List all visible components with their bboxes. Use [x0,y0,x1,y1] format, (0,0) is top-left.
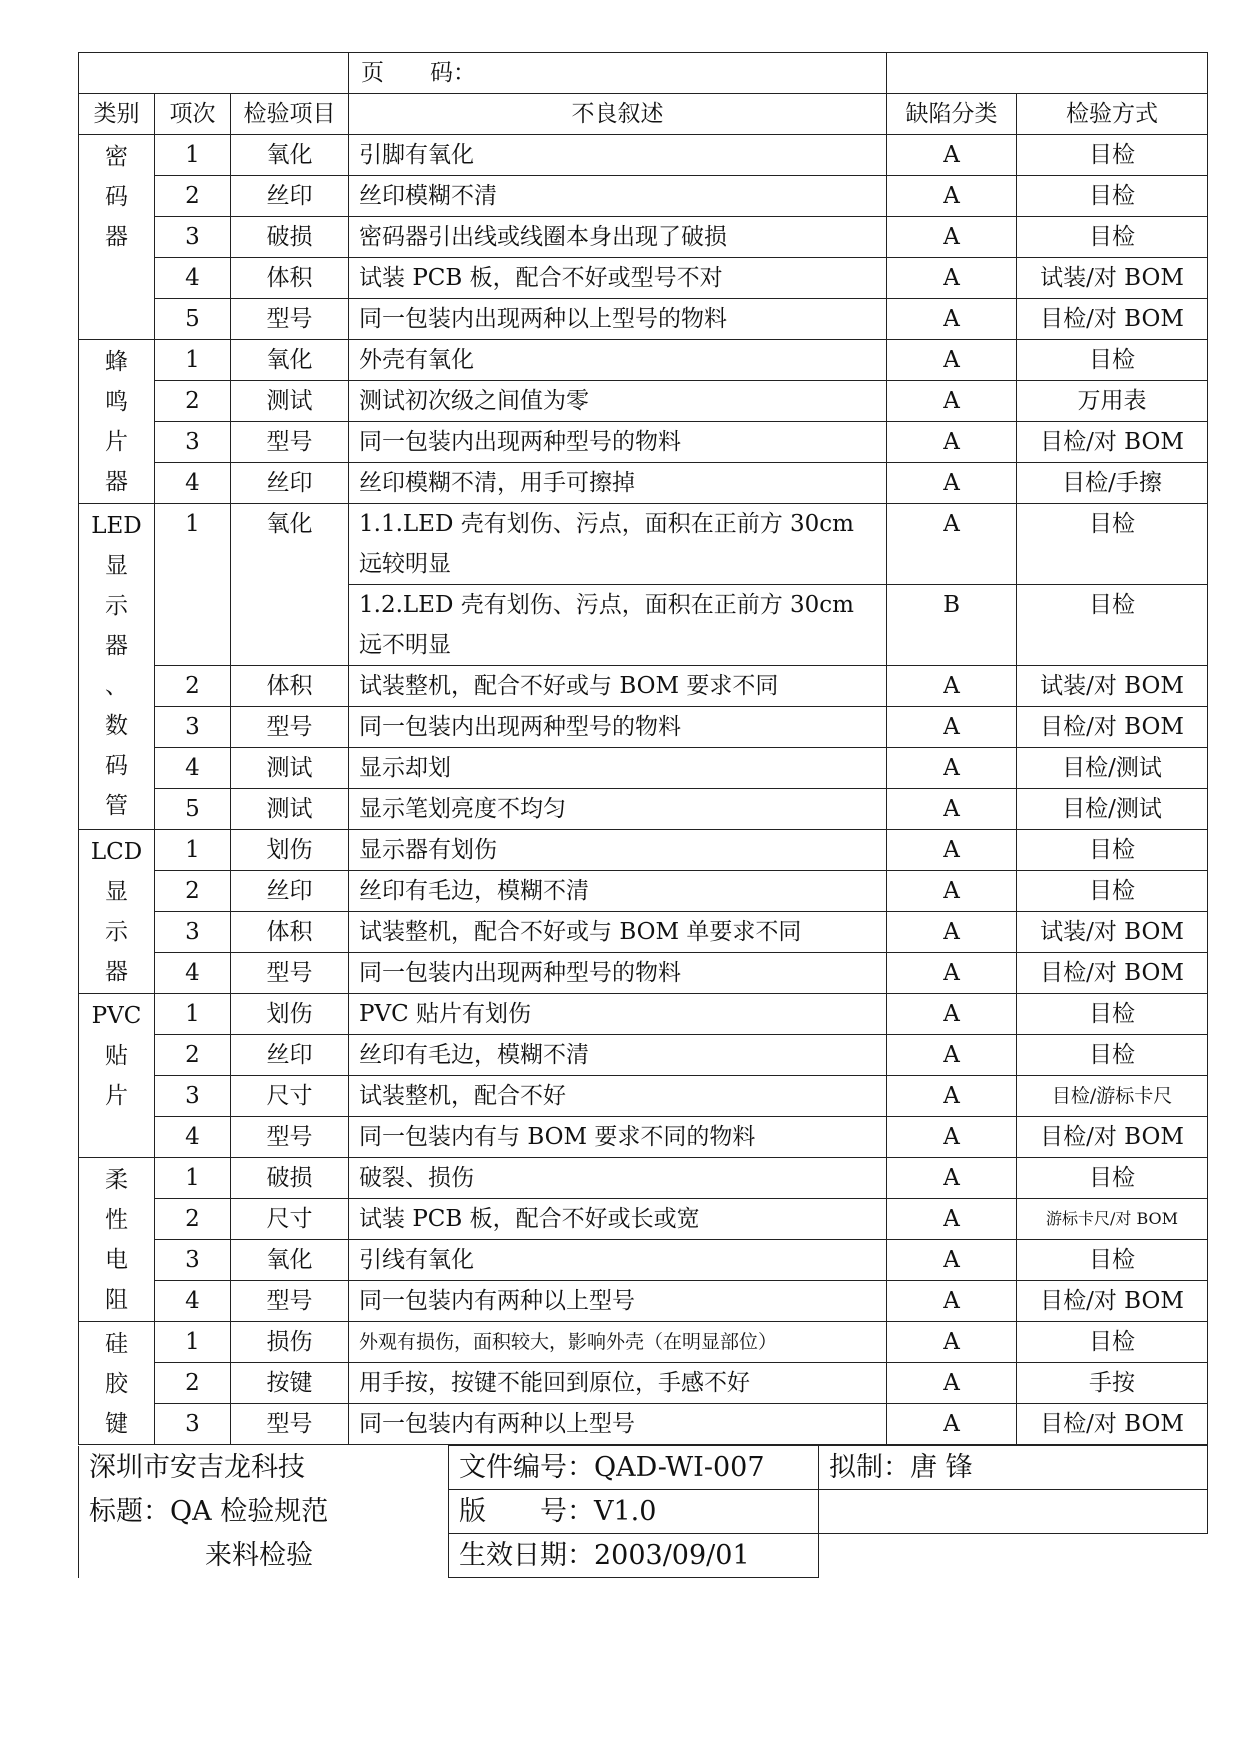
category-char: 胶 [105,1371,128,1397]
defect-description: 用手按，按键不能回到原位，手感不好 [349,1363,887,1404]
table-row [79,1404,1208,1445]
table-row [79,422,1208,463]
item-number: 2 [155,1199,231,1240]
defect-class: A [887,994,1017,1035]
category-char: 器 [105,959,128,985]
blank-header-cell [79,53,349,94]
table-row [79,912,1208,953]
defect-class: A [887,1158,1017,1199]
category-cell [79,135,155,340]
item-number: 3 [155,1076,231,1117]
category-char: 显 [105,879,128,905]
category-char: 阻 [105,1287,128,1313]
subtitle-text: 来料检验 [205,1540,313,1571]
inspection-item: 丝印 [231,871,349,912]
item-number: 2 [155,666,231,707]
inspection-item: 体积 [231,258,349,299]
inspection-table [78,52,1208,1445]
col-header-item: 检验项目 [231,94,349,135]
inspection-item: 氧化 [231,135,349,176]
defect-class: A [887,340,1017,381]
inspection-item: 破损 [231,217,349,258]
inspection-item: 丝印 [231,1035,349,1076]
inspection-item: 划伤 [231,830,349,871]
inspection-method: 目检 [1017,176,1208,217]
inspection-method: 试装/对 BOM [1017,258,1208,299]
table-row [79,463,1208,504]
defect-class: A [887,830,1017,871]
version-number: 版 号：V1.0 [449,1490,819,1534]
inspection-item: 丝印 [231,463,349,504]
category-char: 示 [105,919,128,945]
defect-class: A [887,504,1017,585]
item-number: 3 [155,912,231,953]
inspection-item: 氧化 [231,340,349,381]
document-title: 标题：QA 检验规范 [79,1490,449,1534]
category-cell [79,340,155,504]
item-number: 1 [155,830,231,871]
category-char: 贴 [105,1043,128,1069]
table-row [79,299,1208,340]
inspection-method: 目检/对 BOM [1017,953,1208,994]
defect-class: A [887,176,1017,217]
table-row [79,871,1208,912]
table-row [79,666,1208,707]
inspection-item: 损伤 [231,1322,349,1363]
category-char: 键 [105,1411,128,1437]
defect-class: A [887,1117,1017,1158]
defect-class: A [887,217,1017,258]
item-number: 4 [155,463,231,504]
defect-description: 1.2.LED 壳有划伤、污点，面积在正前方 30cm 远不明显 [349,585,887,666]
inspection-method: 万用表 [1017,381,1208,422]
table-row [79,748,1208,789]
inspection-method: 目检/对 BOM [1017,1404,1208,1445]
defect-description: 同一包装内出现两种型号的物料 [349,422,887,463]
inspection-item: 型号 [231,422,349,463]
inspection-method: 目检 [1017,340,1208,381]
inspection-item: 丝印 [231,176,349,217]
category-char: 码 [105,184,128,210]
document-number: 文件编号：QAD-WI-007 [449,1446,819,1490]
table-row [79,1363,1208,1404]
defect-description: 试装 PCB 板，配合不好或型号不对 [349,258,887,299]
col-header-description: 不良叙述 [349,94,887,135]
table-row [79,789,1208,830]
category-char: 管 [105,793,128,819]
document-subtitle [79,1534,449,1578]
inspection-method: 目检 [1017,1158,1208,1199]
table-row [79,1240,1208,1281]
defect-description: 试装整机，配合不好 [349,1076,887,1117]
defect-class: A [887,1240,1017,1281]
defect-description: 同一包装内有与 BOM 要求不同的物料 [349,1117,887,1158]
category-char: 示 [105,593,128,619]
item-number: 3 [155,707,231,748]
defect-class: A [887,422,1017,463]
defect-description: PVC 贴片有划伤 [349,994,887,1035]
defect-description: 试装整机，配合不好或与 BOM 单要求不同 [349,912,887,953]
category-char: PVC [91,1003,142,1029]
defect-class: A [887,748,1017,789]
effective-date: 生效日期：2003/09/01 [449,1534,819,1578]
item-number: 1 [155,340,231,381]
inspection-item: 型号 [231,1117,349,1158]
inspection-method: 目检/测试 [1017,789,1208,830]
item-number: 1 [155,135,231,176]
inspection-item: 尺寸 [231,1076,349,1117]
inspection-item: 尺寸 [231,1199,349,1240]
page-number-label: 页 码： [349,53,887,94]
category-char: 、 [105,673,128,699]
inspection-method: 目检/游标卡尺 [1017,1076,1208,1117]
col-header-category: 类别 [79,94,155,135]
category-char: 柔 [105,1167,128,1193]
item-number: 3 [155,1240,231,1281]
table-row [79,1158,1208,1199]
inspection-item: 测试 [231,789,349,830]
defect-class: A [887,666,1017,707]
category-char: LCD [90,839,143,865]
defect-description: 同一包装内出现两种型号的物料 [349,953,887,994]
defect-description: 1.1.LED 壳有划伤、污点，面积在正前方 30cm 远较明显 [349,504,887,585]
blank-footer-cell [819,1490,1208,1534]
defect-description: 引线有氧化 [349,1240,887,1281]
defect-description: 试装整机，配合不好或与 BOM 要求不同 [349,666,887,707]
inspection-item: 型号 [231,707,349,748]
defect-class: A [887,707,1017,748]
col-header-defect-class: 缺陷分类 [887,94,1017,135]
item-number: 3 [155,1404,231,1445]
inspection-method: 目检/对 BOM [1017,1117,1208,1158]
inspection-item: 型号 [231,1404,349,1445]
drafted-by: 拟制：唐 锋 [819,1446,1208,1490]
column-header-row [79,94,1208,135]
defect-description: 同一包装内出现两种型号的物料 [349,707,887,748]
defect-class: A [887,381,1017,422]
page-number-row [79,53,1208,94]
category-char: 器 [105,224,128,250]
table-row [79,707,1208,748]
inspection-item: 测试 [231,748,349,789]
defect-class: A [887,1404,1017,1445]
category-char: 器 [105,469,128,495]
item-number: 2 [155,176,231,217]
table-row [79,830,1208,871]
table-row [79,1117,1208,1158]
col-header-method: 检验方式 [1017,94,1208,135]
item-number: 4 [155,953,231,994]
table-row [79,994,1208,1035]
item-number: 2 [155,1035,231,1076]
inspection-item: 型号 [231,1281,349,1322]
defect-description: 同一包装内有两种以上型号 [349,1404,887,1445]
defect-description: 试装 PCB 板，配合不好或长或宽 [349,1199,887,1240]
defect-class: A [887,258,1017,299]
defect-description: 丝印模糊不清，用手可擦掉 [349,463,887,504]
inspection-item: 破损 [231,1158,349,1199]
col-header-no: 项次 [155,94,231,135]
inspection-item: 型号 [231,299,349,340]
inspection-method: 游标卡尺/对 BOM [1017,1199,1208,1240]
category-char: 性 [105,1207,128,1233]
defect-class: A [887,1363,1017,1404]
category-char: 电 [105,1247,128,1273]
defect-description: 破裂、损伤 [349,1158,887,1199]
defect-description: 测试初次级之间值为零 [349,381,887,422]
table-row [79,381,1208,422]
defect-class: A [887,953,1017,994]
defect-description: 显示笔划亮度不均匀 [349,789,887,830]
inspection-method: 目检 [1017,1035,1208,1076]
inspection-method: 目检/手擦 [1017,463,1208,504]
inspection-method: 目检 [1017,504,1208,585]
table-row [79,258,1208,299]
page-number-value [887,53,1208,94]
table-row [79,1076,1208,1117]
category-cell [79,504,155,830]
category-cell [79,830,155,994]
category-cell [79,994,155,1158]
category-char: 密 [105,144,128,170]
inspection-method: 目检/对 BOM [1017,1281,1208,1322]
inspection-item: 按键 [231,1363,349,1404]
defect-description: 同一包装内出现两种以上型号的物料 [349,299,887,340]
defect-class: A [887,871,1017,912]
category-char: 显 [105,553,128,579]
inspection-method: 目检 [1017,1240,1208,1281]
inspection-method: 目检/测试 [1017,748,1208,789]
defect-class: A [887,1199,1017,1240]
defect-class: A [887,299,1017,340]
inspection-method: 目检/对 BOM [1017,422,1208,463]
defect-description: 丝印有毛边，模糊不清 [349,871,887,912]
category-char: 蜂 [105,349,128,375]
inspection-item: 氧化 [231,1240,349,1281]
table-row [79,340,1208,381]
inspection-method: 目检 [1017,217,1208,258]
defect-description: 显示却划 [349,748,887,789]
item-number: 1 [155,994,231,1035]
defect-class: A [887,1281,1017,1322]
category-char: 片 [105,1083,128,1109]
item-number: 4 [155,1117,231,1158]
defect-class: A [887,463,1017,504]
defect-description: 丝印有毛边，模糊不清 [349,1035,887,1076]
item-number: 1 [155,504,231,666]
defect-class: A [887,1035,1017,1076]
defect-class: A [887,1076,1017,1117]
defect-description: 丝印模糊不清 [349,176,887,217]
inspection-method: 目检/对 BOM [1017,707,1208,748]
category-char: 数 [105,713,128,739]
inspection-spec-page [78,52,1207,1578]
category-cell [79,1322,155,1445]
table-row [79,953,1208,994]
inspection-method: 手按 [1017,1363,1208,1404]
inspection-item: 体积 [231,912,349,953]
item-number: 2 [155,1363,231,1404]
defect-class: A [887,912,1017,953]
inspection-method: 目检 [1017,585,1208,666]
defect-class: A [887,789,1017,830]
inspection-method: 目检/对 BOM [1017,299,1208,340]
inspection-item: 体积 [231,666,349,707]
category-char: 码 [105,753,128,779]
inspection-method: 目检 [1017,830,1208,871]
table-row [79,1281,1208,1322]
table-row [79,1322,1208,1363]
defect-class: A [887,1322,1017,1363]
item-number: 3 [155,422,231,463]
document-footer [78,1445,1208,1578]
item-number: 1 [155,1322,231,1363]
category-char: 片 [105,429,128,455]
defect-description: 引脚有氧化 [349,135,887,176]
item-number: 3 [155,217,231,258]
inspection-method: 目检 [1017,871,1208,912]
item-number: 4 [155,258,231,299]
inspection-method: 目检 [1017,1322,1208,1363]
defect-description: 外观有损伤，面积较大，影响外壳（在明显部位） [349,1322,887,1363]
inspection-method: 目检 [1017,135,1208,176]
inspection-item: 划伤 [231,994,349,1035]
defect-class: B [887,585,1017,666]
category-char: 鸣 [105,389,128,415]
item-number: 2 [155,381,231,422]
item-number: 4 [155,748,231,789]
defect-description: 密码器引出线或线圈本身出现了破损 [349,217,887,258]
item-number: 5 [155,789,231,830]
item-number: 5 [155,299,231,340]
category-char: LED [91,513,142,539]
empty-footer-space [819,1534,1208,1578]
defect-description: 同一包装内有两种以上型号 [349,1281,887,1322]
defect-description: 显示器有划伤 [349,830,887,871]
category-char: 器 [105,633,128,659]
item-number: 2 [155,871,231,912]
defect-class: A [887,135,1017,176]
table-row [79,504,1208,585]
category-cell [79,1158,155,1322]
inspection-method: 目检 [1017,994,1208,1035]
table-row [79,176,1208,217]
inspection-item: 测试 [231,381,349,422]
inspection-method: 试装/对 BOM [1017,912,1208,953]
table-row [79,1199,1208,1240]
table-row [79,1035,1208,1076]
inspection-item: 氧化 [231,504,349,666]
item-number: 1 [155,1158,231,1199]
inspection-item: 型号 [231,953,349,994]
category-char: 硅 [105,1331,128,1357]
company-name: 深圳市安吉龙科技 [79,1446,449,1490]
table-row [79,135,1208,176]
table-row [79,217,1208,258]
inspection-method: 试装/对 BOM [1017,666,1208,707]
defect-description: 外壳有氧化 [349,340,887,381]
item-number: 4 [155,1281,231,1322]
